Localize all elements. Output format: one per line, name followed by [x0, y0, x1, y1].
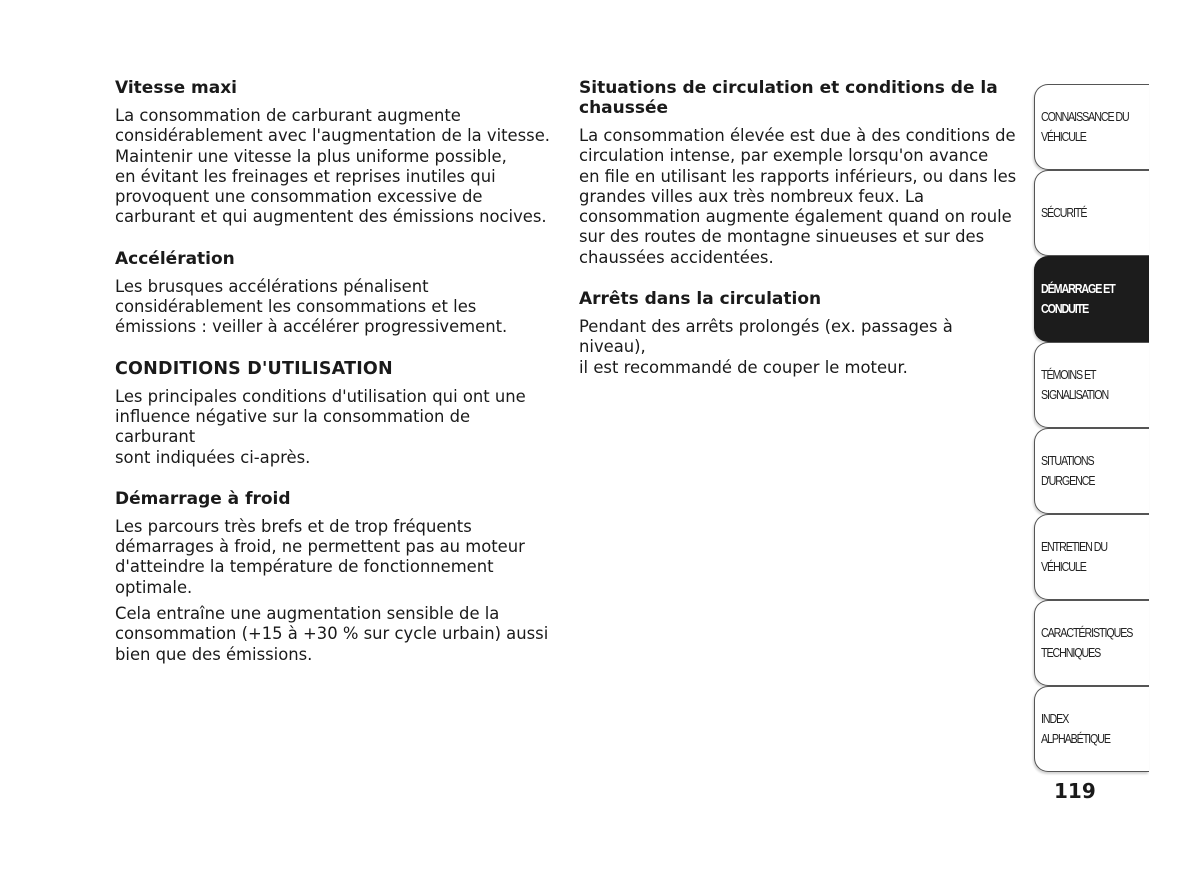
heading-acceleration: Accélération [115, 248, 235, 269]
paragraph-acceleration: Les brusques accélérations pénalisent considérablement les consommations et les émissions : veiller à accélérer progressivement. [115, 276, 508, 337]
tab-label: SITUATIONS D'URGENCE [1041, 453, 1095, 488]
tab-label: DÉMARRAGE ET CONDUITE [1041, 281, 1115, 316]
left-column [115, 78, 555, 686]
tab-entretien-vehicule[interactable] [1034, 514, 1149, 600]
paragraph-demarrage-froid-2: Cela entraîne une augmentation sensible de la consommation (+15 à +30 % sur cycle urbain) aussi bien que des émissions. [115, 604, 549, 664]
tab-connaissance-vehicule[interactable] [1034, 84, 1149, 170]
heading-situations-circulation: Situations de circulation et conditions de la chaussée [579, 78, 998, 118]
tab-securite[interactable] [1034, 170, 1149, 256]
heading-arrets-circulation: Arrêts dans la circulation [579, 289, 822, 310]
heading-demarrage-froid: Démarrage à froid [115, 488, 291, 509]
paragraph-situations-circulation: La consommation élevée est due à des conditions de circulation intense, par exemple lorsqu'on avance en file en utilisant les rapports inférieurs, ou dans les grandes villes aux très nombreux feux. La consommation augmente également quand on roule sur des routes de montagne sinueuses et sur des chaussées accidentées. [579, 126, 1017, 267]
tab-label: SÉCURITÉ [1041, 205, 1087, 220]
paragraph-arrets-circulation: Pendant des arrêts prolongés (ex. passages à niveau), il est recommandé de couper le moteur. [579, 317, 953, 377]
right-column [579, 78, 1019, 399]
tab-label: CARACTÉRISTIQUES TECHNIQUES [1041, 625, 1133, 660]
paragraph-conditions-utilisation: Les principales conditions d'utilisation qui ont une influence négative sur la consommation de carburant sont indiquées ci-après. [115, 386, 526, 467]
tab-caracteristiques-techniques[interactable] [1034, 600, 1149, 686]
paragraph-demarrage-froid-1: Les parcours très brefs et de trop fréquents démarrages à froid, ne permettent pas au moteur d'atteindre la température de fonctionnement optimale. [115, 516, 525, 597]
paragraph-vitesse-maxi: La consommation de carburant augmente considérablement avec l'augmentation de la vitesse. Maintenir une vitesse la plus uniforme possible, en évitant les freinages et reprises inutiles qui provoquent une consommation excessive de carburant et qui augmentent des émissions nocives. [115, 106, 551, 227]
tab-label: TÉMOINS ET SIGNALISATION [1041, 367, 1109, 402]
chapter-tabs [1034, 84, 1149, 772]
tab-label: INDEX ALPHABÉTIQUE [1041, 711, 1110, 746]
tab-index-alphabetique[interactable] [1034, 686, 1149, 772]
tab-label: CONNAISSANCE DU VÉHICULE [1041, 109, 1129, 144]
heading-conditions-utilisation: CONDITIONS D'UTILISATION [115, 358, 393, 379]
tab-situations-urgence[interactable] [1034, 428, 1149, 514]
tab-label: ENTRETIEN DU VÉHICULE [1041, 539, 1107, 574]
tab-demarrage-conduite[interactable] [1034, 256, 1149, 342]
heading-vitesse-maxi: Vitesse maxi [115, 78, 238, 98]
page-number: 119 [1054, 779, 1096, 803]
tab-temoins-signalisation[interactable] [1034, 342, 1149, 428]
